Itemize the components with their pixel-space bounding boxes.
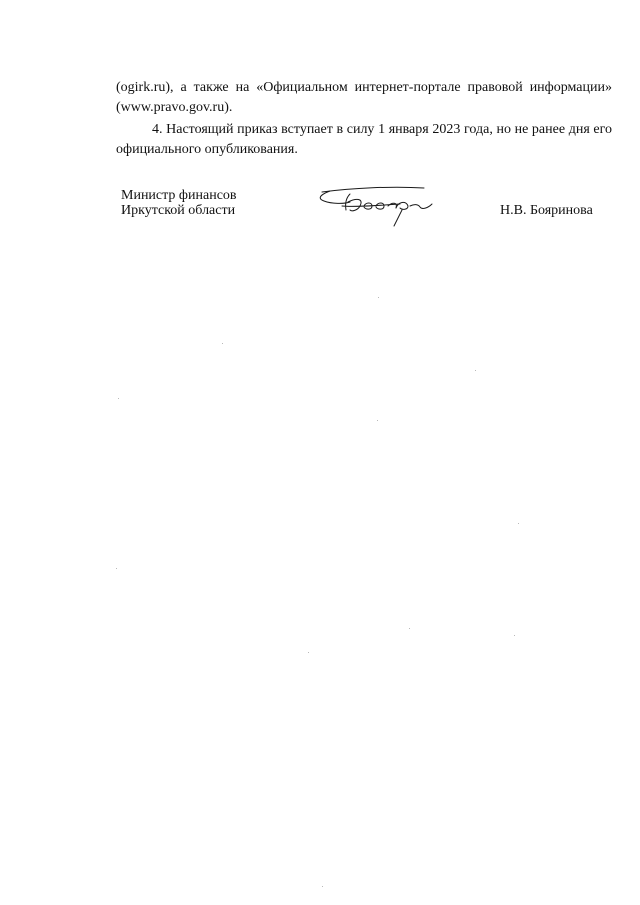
scan-speck xyxy=(118,398,119,399)
scan-speck xyxy=(514,635,515,636)
paragraph-effective-date: 4. Настоящий приказ вступает в силу 1 января 2023 года, но не ранее дня его официального опубликования. xyxy=(116,122,612,157)
scan-speck xyxy=(222,343,223,344)
handwritten-signature xyxy=(312,180,440,232)
signer-name: Н.В. Бояринова xyxy=(500,203,593,218)
scan-speck xyxy=(518,523,519,524)
signer-position-line-2: Иркутской области xyxy=(121,203,236,218)
signer-position xyxy=(121,188,237,218)
scan-speck xyxy=(116,568,117,569)
signature-block xyxy=(0,180,640,240)
paragraph-publication-sources: (ogirk.ru), а также на «Официальном интернет-портале правовой информации» (www.pravo.gov.ru). xyxy=(116,80,612,115)
scan-speck xyxy=(409,628,410,629)
signer-position-line-1: Министр финансов xyxy=(121,188,237,203)
scan-speck xyxy=(378,297,379,298)
scan-speck xyxy=(308,652,309,653)
scan-speck xyxy=(475,370,476,371)
scan-speck xyxy=(377,420,378,421)
scan-speck xyxy=(322,886,323,887)
